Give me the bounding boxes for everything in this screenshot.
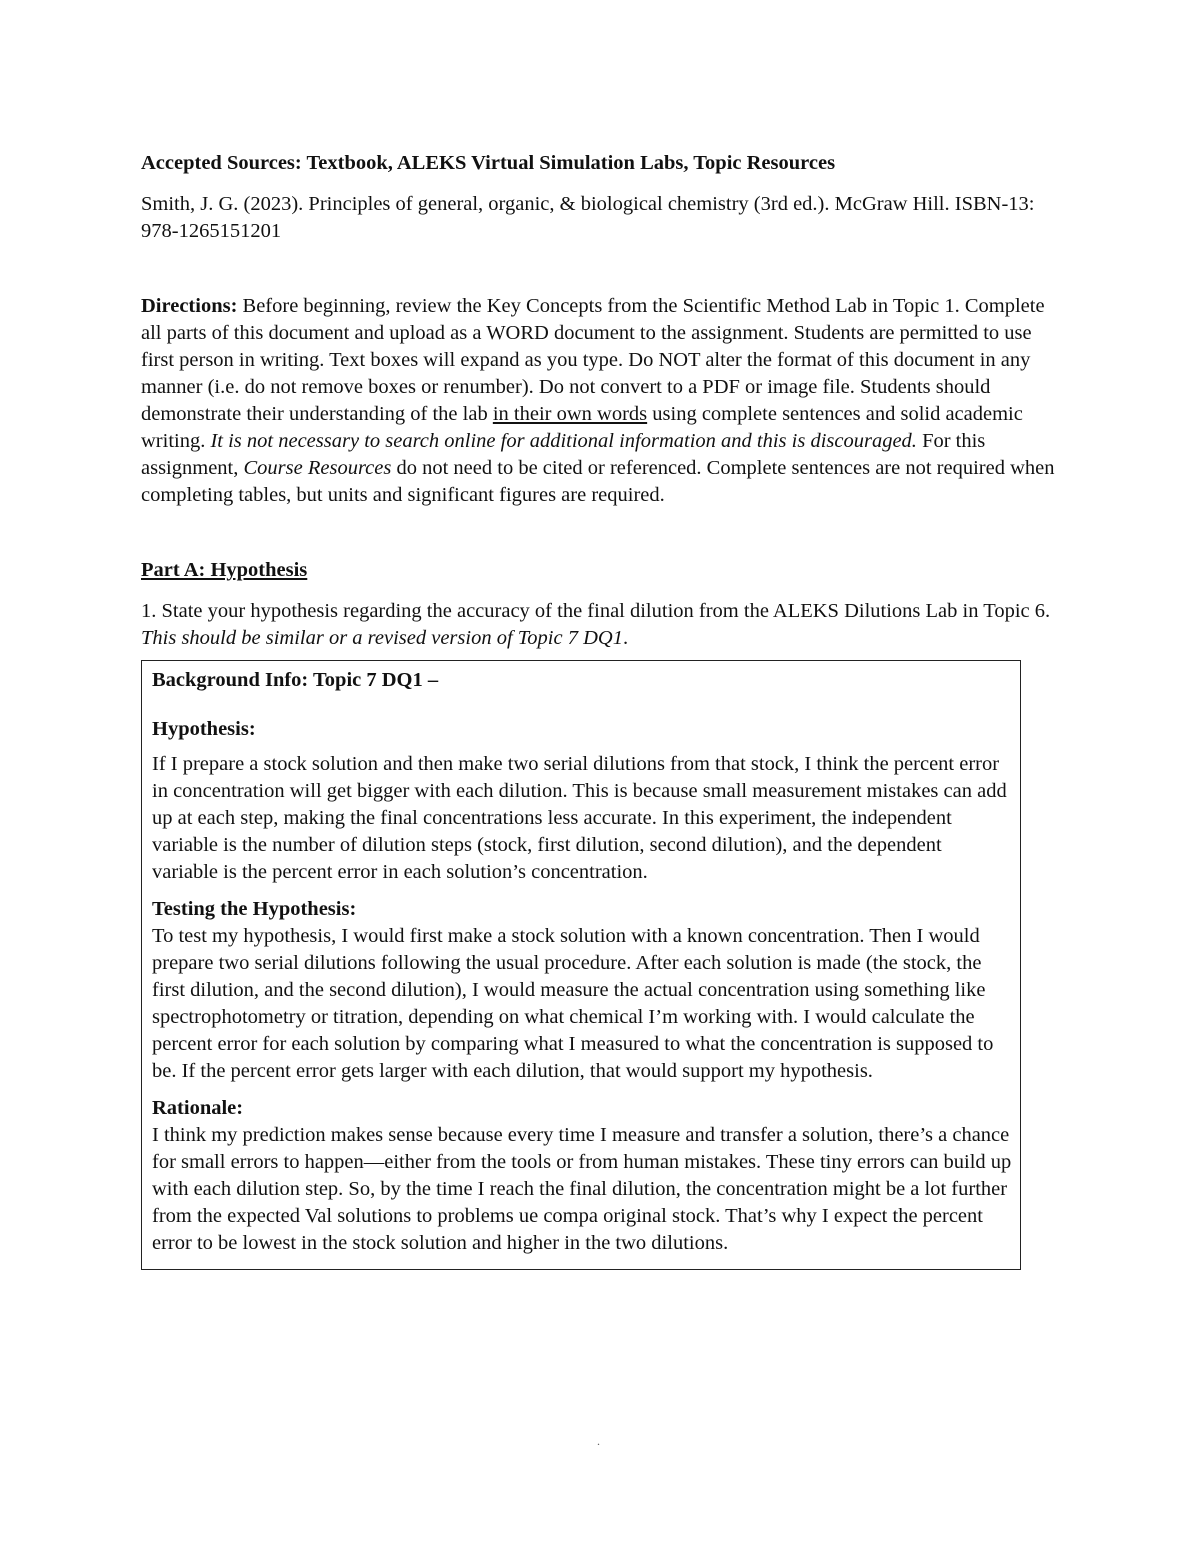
question-1-italic-note: This should be similar or a revised version of Topic 7 DQ1 [141, 627, 623, 649]
testing-text: To test my hypothesis, I would first make a stock solution with a known concentration. Then I would prepare two serial dilutions following the usual procedure. After each solution is made (the stock, the first dilution, and the second dilution), I would measure the actual concentration using something like spectrophotometry or titration, depending on what chemical I’m working with. I would calculate the percent error for each solution by comparing what I measured to what the concentration is supposed to be. If the percent error gets larger with each dilution, that would support my hypothesis. [152, 925, 994, 1082]
hypothesis-label: Hypothesis: [152, 718, 256, 740]
question-1-period: . [622, 627, 629, 649]
question-1 [141, 598, 1061, 652]
directions-label: Directions: [141, 295, 238, 317]
accepted-sources-heading: Accepted Sources: Textbook, ALEKS Virtual Simulation Labs, Topic Resources [141, 152, 836, 174]
answer-text-box[interactable] [141, 660, 1021, 1270]
directions-paragraph [141, 293, 1066, 509]
testing-label: Testing the Hypothesis: [152, 898, 357, 920]
textbook-citation: Smith, J. G. (2023). Principles of general, organic, & biological chemistry (3rd ed.). McGraw Hill. ISBN-13: 978-1265151201 [141, 193, 1035, 242]
directions-italic-course-resources: Course Resources [243, 457, 392, 479]
page-footer-mark: . [597, 1434, 600, 1448]
question-1-text: 1. State your hypothesis regarding the accuracy of the final dilution from the ALEKS Dilutions Lab in Topic 6. [141, 600, 1051, 622]
rationale-label: Rationale: [152, 1097, 244, 1119]
background-info-heading: Background Info: Topic 7 DQ1 – [152, 669, 439, 691]
directions-text-2: using complete sentences and solid academic writing. [141, 403, 1023, 452]
directions-text-3: For this assignment, [141, 430, 986, 479]
directions-underlined-text: in their own words [492, 403, 648, 425]
directions-text-4: do not need to be cited or referenced. Complete sentences are not required when completing tables, but units and significant figures are required. [141, 457, 1055, 506]
directions-italic-text: It is not necessary to search online for additional information and this is discouraged. [210, 430, 917, 452]
part-a-heading: Part A: Hypothesis [141, 559, 308, 581]
document-page [141, 150, 1061, 1270]
rationale-text: I think my prediction makes sense because every time I measure and transfer a solution, there’s a chance for small errors to happen—either from the tools or from human mistakes. These tiny errors can build up with each dilution step. So, by the time I reach the final dilution, the concentration might be a lot further from the expected Val solutions to problems ue compa original stock. That’s why I expect the percent error to be lowest in the stock solution and higher in the two dilutions. [152, 1124, 1012, 1254]
hypothesis-text: If I prepare a stock solution and then make two serial dilutions from that stock, I think the percent error in concentration will get bigger with each dilution. This is because small measurement mistakes can add up at each step, making the final concentrations less accurate. In this experiment, the independent variable is the number of dilution steps (stock, first dilution, second dilution), and the dependent variable is the percent error in each solution’s concentration. [152, 753, 1007, 883]
directions-text-1: Before beginning, review the Key Concepts from the Scientific Method Lab in Topic 1. Complete all parts of this document and upload as a WORD document to the assignment. Students are permitted to use first person in writing. Text boxes will expand as you type. Do NOT alter the format of this document in any manner (i.e. do not remove boxes or renumber). Do not convert to a PDF or image file. Students should demonstrate their understanding of the lab [141, 295, 1045, 425]
